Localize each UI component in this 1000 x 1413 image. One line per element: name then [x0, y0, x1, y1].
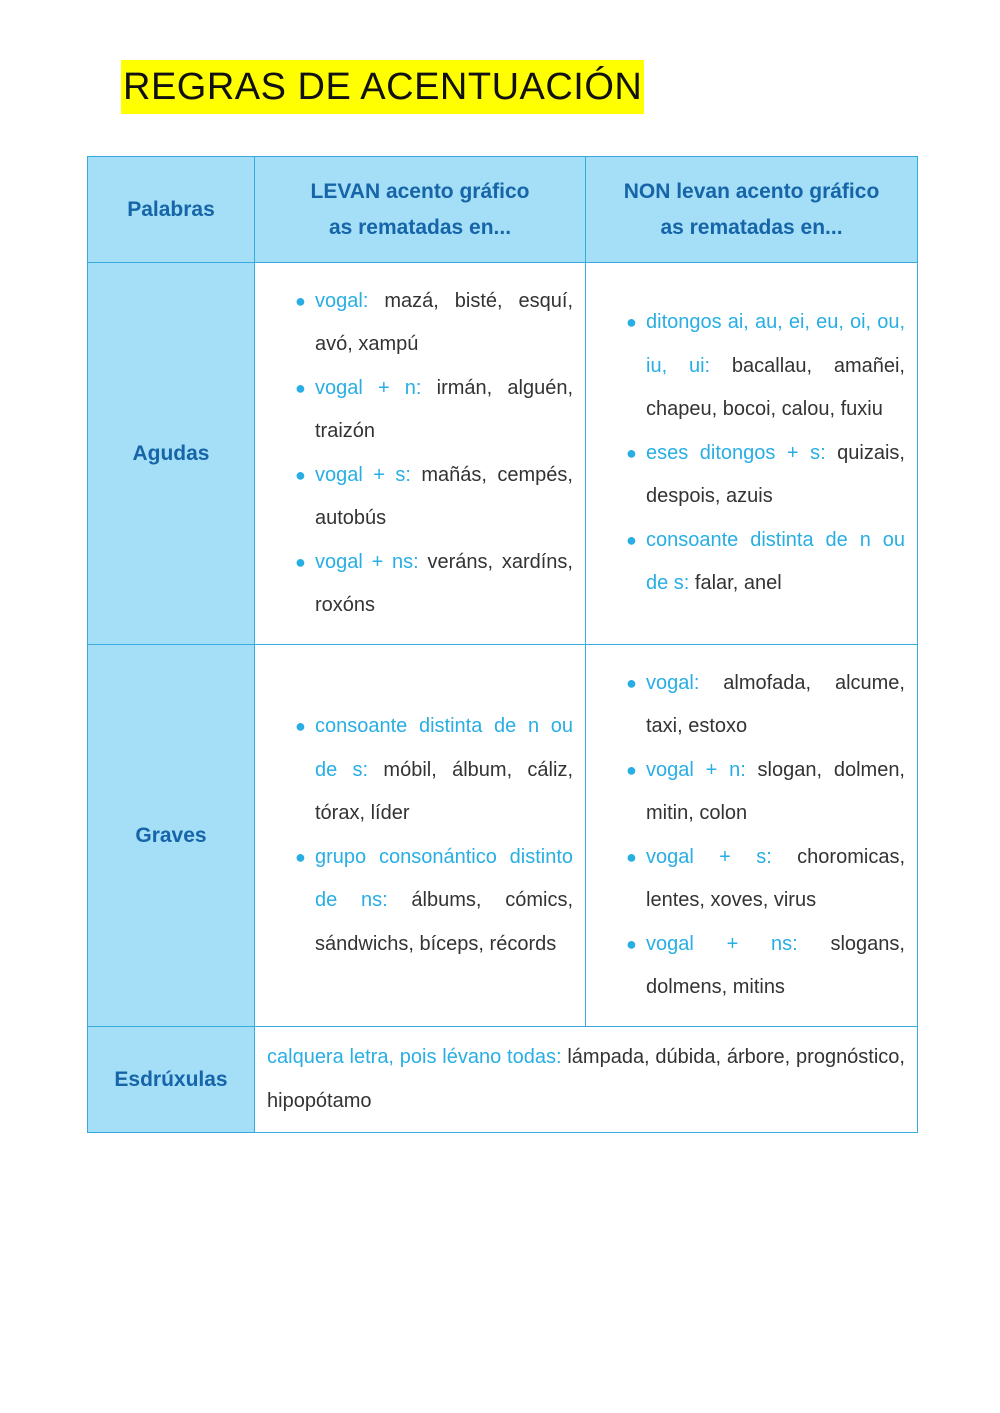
bullet-icon: ●: [295, 290, 306, 311]
rule-examples: slogans, dolmens, mitins: [646, 932, 905, 998]
header-palabras: [88, 157, 255, 263]
rule-keyword: vogal:: [315, 289, 369, 312]
list-item: [598, 836, 905, 923]
rule-examples: falar, anel: [689, 572, 782, 595]
header-levan-line1: LEVAN acento gráfico: [310, 179, 530, 203]
rule-examples: quizais, despois, azuis: [646, 441, 905, 508]
graves-non-cell: [586, 645, 918, 1027]
row-esdruxulas: [88, 1027, 918, 1133]
list-item: [267, 836, 573, 967]
rule-examples: almofada, alcume, taxi, estoxo: [646, 671, 905, 737]
header-palabras-label: Palabras: [127, 197, 215, 221]
bullet-icon: ●: [295, 377, 306, 398]
rule-keyword: grupo consonántico distinto de ns:: [315, 845, 573, 911]
rule-examples: móbil, álbum, cáliz, tórax, líder: [315, 758, 574, 824]
list-item: [267, 705, 573, 836]
rule-keyword: vogal:: [646, 671, 700, 694]
rule-keyword: eses ditongos + s:: [646, 441, 826, 464]
bullet-icon: ●: [626, 759, 637, 780]
bullet-icon: ●: [626, 846, 637, 867]
rule-examples: slogan, dolmen, mitin, colon: [646, 758, 905, 824]
rule-examples: mazá, bisté, esquí, avó, xampú: [315, 289, 573, 355]
bullet-icon: ●: [626, 442, 637, 463]
row-label-esdruxulas: Esdrúxulas: [88, 1027, 255, 1133]
list-item: [598, 432, 905, 519]
bullet-icon: ●: [295, 716, 306, 736]
bullet-icon: ●: [626, 933, 637, 954]
bullet-icon: ●: [295, 846, 306, 867]
list-item: [267, 367, 573, 454]
list-item: [267, 541, 573, 628]
rule-examples: bacallau, amañei, chapeu, bocoi, calou, fuxiu: [646, 354, 905, 421]
rule-keyword: consoante distinta de n ou de s:: [315, 715, 573, 781]
row-graves: [88, 645, 918, 1027]
bullet-icon: ●: [626, 672, 637, 693]
list-item: [598, 923, 905, 1010]
agudas-non-cell: [586, 263, 918, 645]
rule-keyword: calquera letra, pois lévano todas:: [267, 1046, 562, 1068]
list-item: [598, 301, 905, 432]
rule-keyword: consoante distinta de n ou de s:: [646, 528, 905, 595]
page-title: REGRAS DE ACENTUACIÓN: [121, 60, 644, 114]
rule-examples: irmán, alguén, traizón: [315, 376, 573, 442]
list-item: [598, 662, 905, 749]
rule-keyword: vogal + n:: [646, 758, 746, 781]
rule-keyword: ditongos ai, au, ei, eu, oi, ou, iu, ui:: [646, 311, 905, 377]
rule-keyword: vogal + n:: [315, 376, 422, 399]
rule-keyword: vogal + ns:: [315, 550, 419, 573]
list-item: [598, 749, 905, 836]
row-label-graves: Graves: [88, 645, 255, 1027]
rule-keyword: vogal + s:: [315, 463, 411, 486]
accent-rules-table: [87, 156, 918, 1133]
rule-examples: álbums, cómics, sándwichs, bíceps, récords: [315, 889, 573, 955]
rule-keyword: vogal + ns:: [646, 932, 798, 955]
list-item: [267, 454, 573, 541]
agudas-levan-cell: [255, 263, 586, 645]
list-item: [267, 280, 573, 367]
rule-examples: lámpada, dúbida, árbore, prognóstico, hipopótamo: [267, 1046, 905, 1112]
bullet-icon: ●: [626, 312, 637, 333]
row-label-agudas: Agudas: [88, 263, 255, 645]
header-non-levan: [586, 157, 918, 263]
rule-keyword: vogal + s:: [646, 845, 772, 868]
rule-examples: choromicas, lentes, xoves, virus: [646, 845, 905, 911]
bullet-icon: ●: [295, 551, 306, 572]
header-non-line2: as rematadas en...: [660, 215, 843, 239]
rule-examples: veráns, xardíns, roxóns: [315, 550, 573, 616]
esdruxulas-cell: [255, 1027, 918, 1133]
header-levan: [255, 157, 586, 263]
list-item: [598, 519, 905, 606]
table-header-row: [88, 157, 918, 263]
header-levan-line2: as rematadas en...: [328, 215, 512, 239]
bullet-icon: ●: [626, 529, 637, 550]
bullet-icon: ●: [295, 464, 306, 485]
header-non-line1: NON levan acento gráfico: [623, 179, 880, 203]
graves-levan-cell: [255, 645, 586, 1027]
row-agudas: [88, 263, 918, 645]
rule-examples: mañás, cempés, autobús: [315, 463, 573, 529]
